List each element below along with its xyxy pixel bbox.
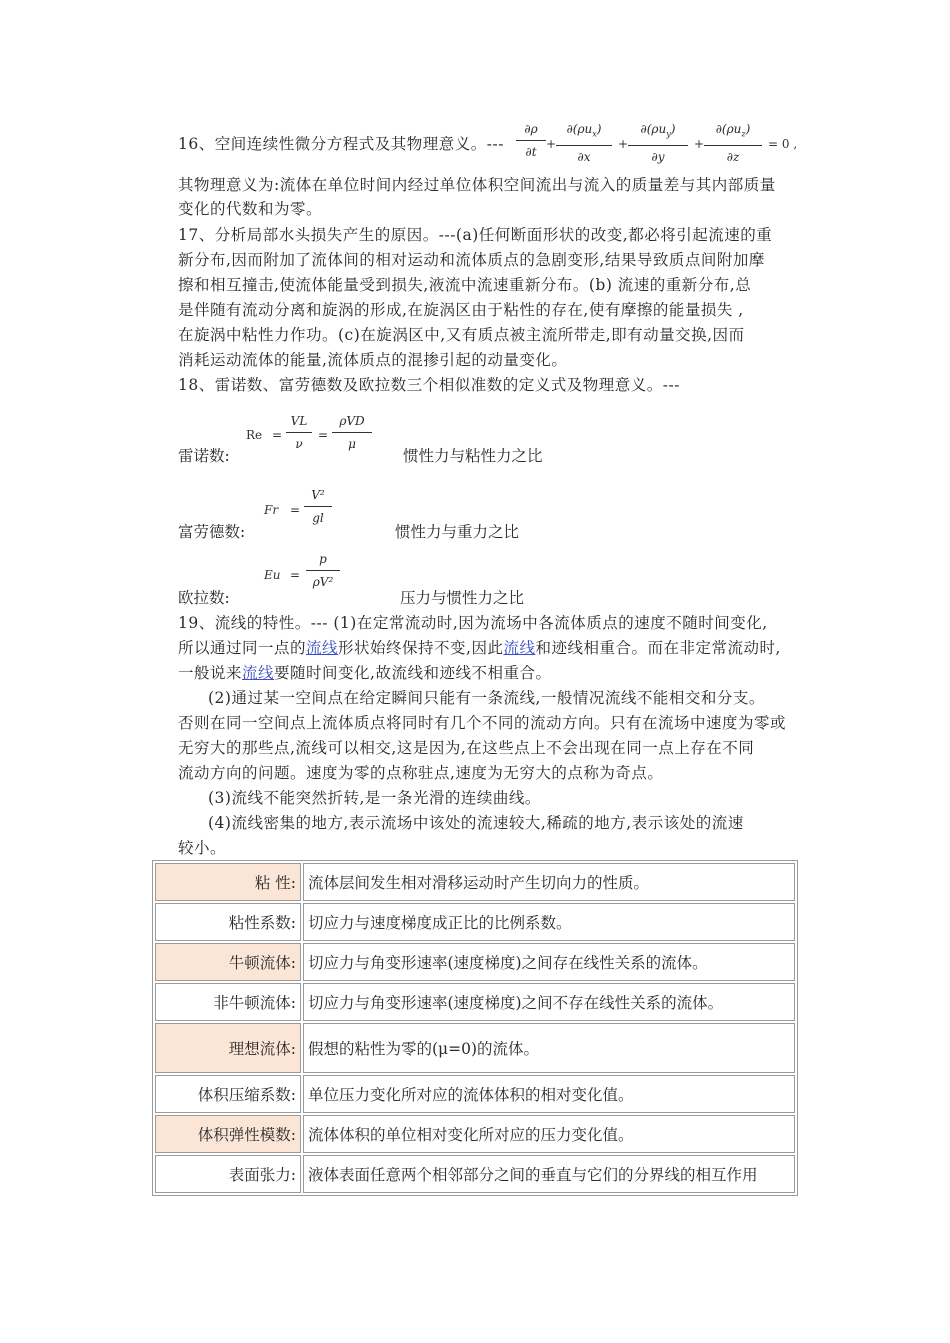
fraction-bar	[516, 140, 546, 141]
eq-plus: +	[618, 137, 629, 151]
q19-p4-line-1: (4)流线密集的地方,表示流场中该处的流速较大,稀疏的地方,表示该处的流速	[208, 814, 744, 832]
streamline-link[interactable]: 流线	[242, 664, 275, 682]
eq-term-4-num: $\partial(\rho u_z)$	[715, 122, 751, 139]
table-row	[155, 863, 795, 901]
fr-equals: =	[290, 503, 301, 517]
definition-cell: 切应力与角变形速率(速度梯度)之间存在线性关系的流体。	[303, 943, 795, 981]
q17-line-3: 擦和相互撞击,使流体能量受到损失,液流中流速重新分布。(b) 流速的重新分布,总	[178, 276, 752, 294]
re-symbol: Re	[246, 428, 263, 442]
term-cell: 理想流体:	[155, 1023, 301, 1073]
table-row	[155, 903, 795, 941]
table-row	[155, 1115, 795, 1153]
table-row	[155, 943, 795, 981]
eq-term-3	[628, 122, 688, 164]
eq-term-3-den: ∂y	[651, 150, 665, 165]
eu-equals: =	[290, 568, 301, 582]
eu-fraction	[306, 552, 340, 589]
eq-term-3-num: $\partial(\rho u_y)$	[640, 122, 676, 139]
re-den-1: ν	[295, 437, 303, 451]
table-row	[155, 1075, 795, 1113]
re-equals-2: =	[318, 428, 329, 442]
re-label: 雷诺数:	[178, 447, 230, 465]
term-cell: 粘性系数:	[155, 903, 301, 941]
q19-line-2: 所以通过同一点的流线形状始终保持不变,因此流线和迹线相重合。而在非定常流动时,	[178, 639, 781, 657]
eu-symbol: Eu	[264, 568, 281, 582]
q19-p2-line-3: 无穷大的那些点,流线可以相交,这是因为,在这些点上不会出现在同一点上存在不同	[178, 739, 755, 757]
eq-plus: +	[546, 137, 557, 151]
fr-num: V²	[311, 488, 325, 502]
eq-rhs: = 0 ,	[768, 137, 798, 151]
q16-meaning-line-1: 其物理意义为:流体在单位时间内经过单位体积空间流出与流入的质量差与其内部质量	[178, 176, 776, 194]
re-fraction-2	[332, 414, 372, 451]
re-num-2: ρVD	[339, 414, 365, 428]
fraction-bar	[286, 432, 312, 433]
q17-line-5: 在旋涡中粘性力作功。(c)在旋涡区中,又有质点被主流所带走,即有动量交换,因而	[178, 326, 745, 344]
eq-term-1-den: ∂t	[525, 145, 537, 159]
term-cell: 牛顿流体:	[155, 943, 301, 981]
fraction-bar	[628, 145, 688, 146]
eq-term-1	[516, 122, 546, 159]
eq-term-2-den: ∂x	[577, 150, 591, 165]
fraction-bar	[704, 145, 762, 146]
definition-cell: 假想的粘性为零的(μ=0)的流体。	[303, 1023, 795, 1073]
q19-line-3: 一般说来流线要随时间变化,故流线和迹线不相重合。	[178, 664, 552, 682]
table-row	[155, 1155, 795, 1193]
fr-den: gl	[312, 511, 324, 525]
fr-fraction	[304, 488, 332, 525]
q19-line-1: 19、流线的特性。--- (1)在定常流动时,因为流场中各流体质点的速度不随时间变化,	[178, 614, 768, 632]
q16-title: 16、空间连续性微分方程式及其物理意义。---	[178, 135, 504, 153]
term-cell: 体积弹性模数:	[155, 1115, 301, 1153]
q19-p4-line-2: 较小。	[178, 839, 227, 857]
glossary-table	[152, 860, 798, 1196]
term-cell: 表面张力:	[155, 1155, 301, 1193]
fraction-bar	[332, 432, 372, 433]
definition-cell: 流体层间发生相对滑移运动时产生切向力的性质。	[303, 863, 795, 901]
term-cell: 体积压缩系数:	[155, 1075, 301, 1113]
q18-title: 18、雷诺数、富劳德数及欧拉数三个相似准数的定义式及物理意义。---	[178, 376, 680, 394]
eq-term-4-den: ∂z	[726, 150, 740, 165]
definition-cell: 流体体积的单位相对变化所对应的压力变化值。	[303, 1115, 795, 1153]
table-row	[155, 1023, 795, 1073]
fr-meaning: 惯性力与重力之比	[395, 523, 520, 541]
eu-den: ρV²	[312, 575, 334, 589]
eu-meaning: 压力与惯性力之比	[400, 589, 525, 607]
fraction-bar	[304, 506, 332, 507]
q17-line-4: 是伴随有流动分离和旋涡的形成,在旋涡区由于粘性的存在,使有摩擦的能量损失 ,	[178, 301, 744, 319]
re-meaning: 惯性力与粘性力之比	[403, 447, 543, 465]
q17-line-2: 新分布,因而附加了流体间的相对运动和流体质点的急剧变形,结果导致质点间附加摩	[178, 251, 765, 269]
q19-p2-line-2: 否则在同一空间点上流体质点将同时有几个不同的流动方向。只有在流场中速度为零或	[178, 714, 787, 732]
table-row	[155, 983, 795, 1021]
definition-cell: 单位压力变化所对应的流体体积的相对变化值。	[303, 1075, 795, 1113]
definition-cell: 切应力与速度梯度成正比的比例系数。	[303, 903, 795, 941]
re-num-1: VL	[290, 414, 308, 428]
fraction-bar	[306, 570, 340, 571]
fraction-bar	[556, 145, 612, 146]
eq-term-2-num: $\partial(\rho u_x)$	[566, 122, 602, 139]
streamline-link[interactable]: 流线	[503, 639, 536, 657]
streamline-link[interactable]: 流线	[306, 639, 339, 657]
q16-meaning-line-2: 变化的代数和为零。	[178, 200, 323, 218]
eq-term-4	[704, 122, 762, 164]
fr-symbol: Fr	[264, 503, 279, 517]
definition-cell: 液体表面任意两个相邻部分之间的垂直与它们的分界线的相互作用	[303, 1155, 795, 1193]
q19-p2-line-1: (2)通过某一空间点在给定瞬间只能有一条流线,一般情况流线不能相交和分支。	[208, 689, 765, 707]
definition-cell: 切应力与角变形速率(速度梯度)之间不存在线性关系的流体。	[303, 983, 795, 1021]
q17-line-6: 消耗运动流体的能量,流体质点的混掺引起的动量变化。	[178, 351, 568, 369]
eq-term-2	[556, 122, 612, 164]
q17-line-1: 17、分析局部水头损失产生的原因。---(a)任何断面形状的改变,都必将引起流速的重	[178, 226, 773, 244]
q19-p3: (3)流线不能突然折转,是一条光滑的连续曲线。	[208, 789, 541, 807]
term-cell: 非牛顿流体:	[155, 983, 301, 1021]
eu-label: 欧拉数:	[178, 589, 230, 607]
re-fraction-1	[286, 414, 312, 451]
q19-p2-line-4: 流动方向的问题。速度为零的点称驻点,速度为无穷大的点称为奇点。	[178, 764, 664, 782]
eq-term-1-num: ∂ρ	[524, 122, 538, 136]
term-cell: 粘 性:	[155, 863, 301, 901]
eu-num: p	[319, 552, 327, 566]
fr-label: 富劳德数:	[178, 523, 246, 541]
re-den-2: μ	[348, 437, 356, 451]
eq-plus: +	[694, 137, 705, 151]
re-equals: =	[272, 428, 283, 442]
